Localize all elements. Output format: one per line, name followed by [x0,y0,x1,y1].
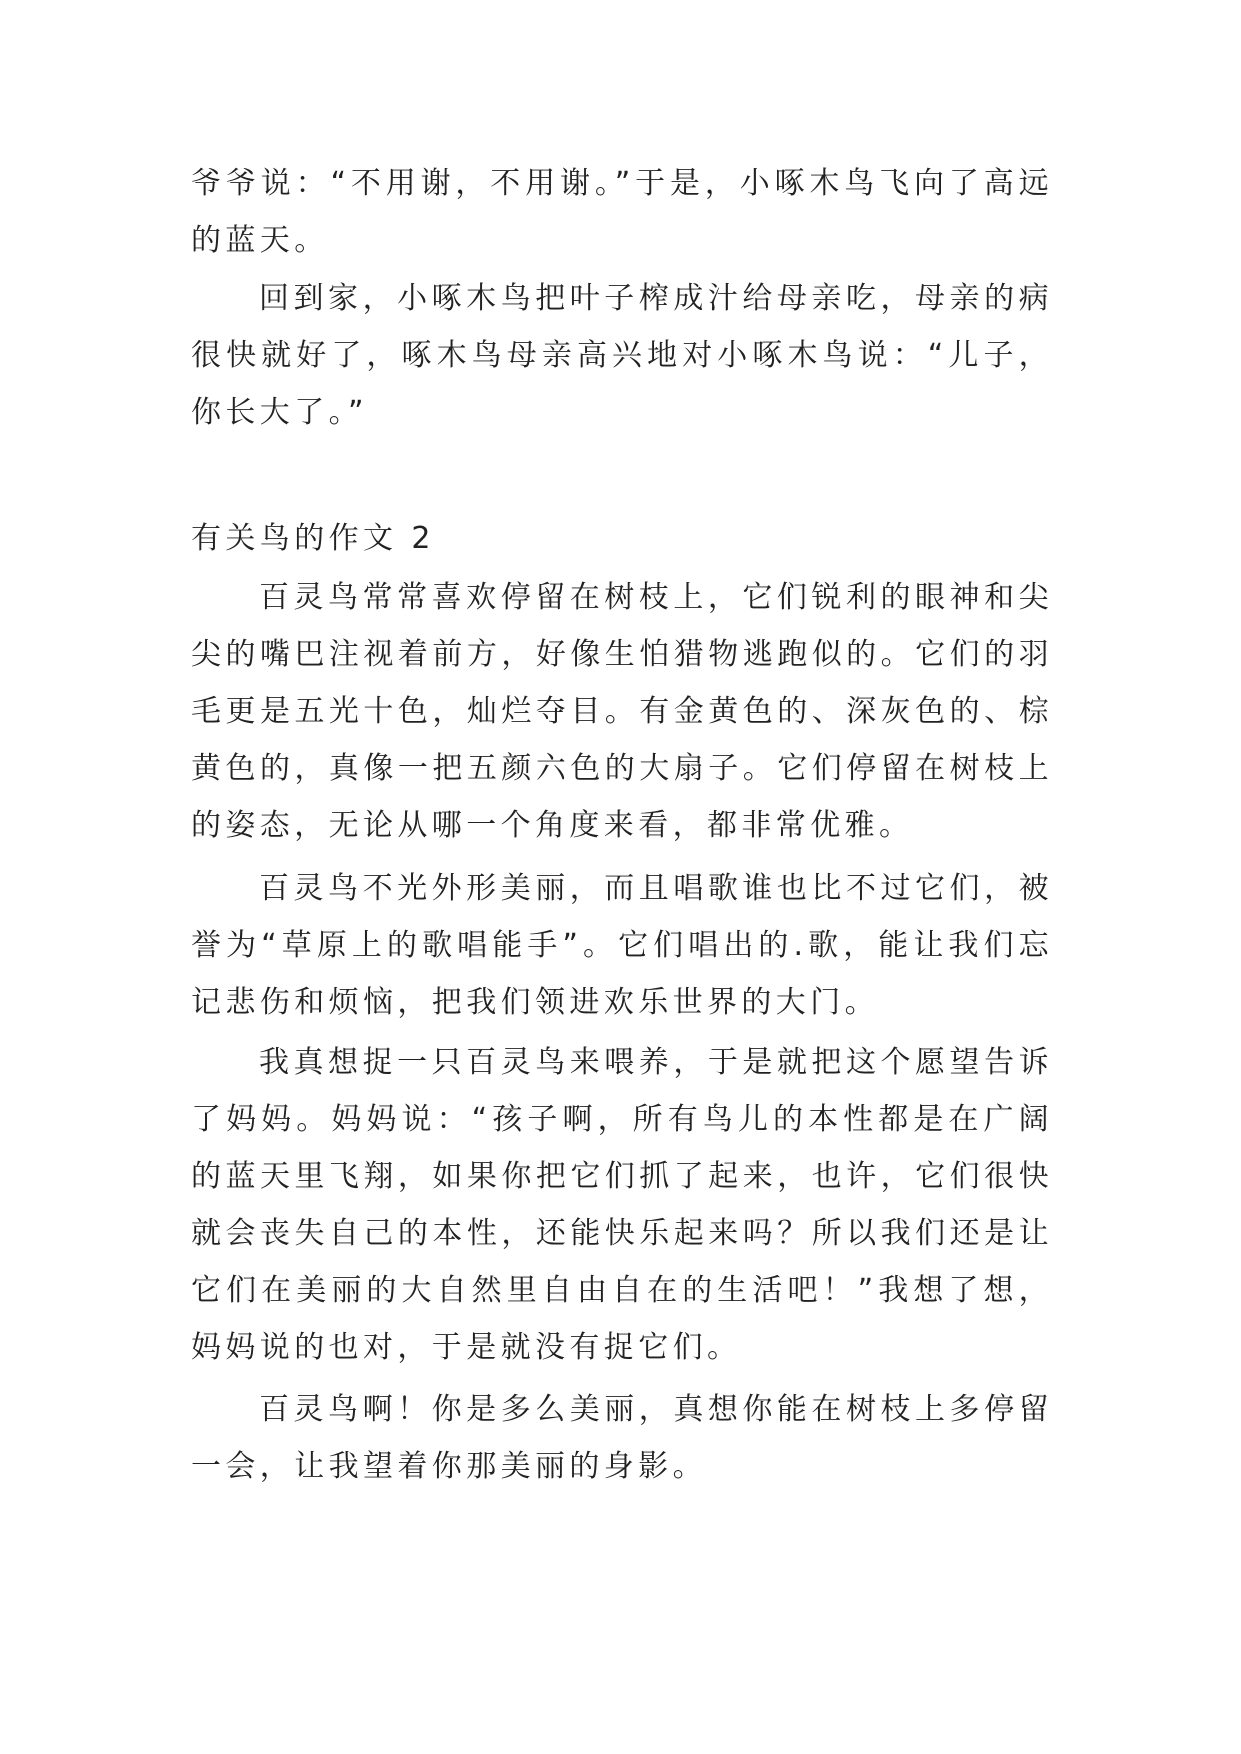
paragraph: 百灵鸟不光外形美丽，而且唱歌谁也比不过它们，被誉为“草原上的歌唱能手”。它们唱出的.歌，能让我们忘记悲伤和烦恼，把我们领进欢乐世界的大门。 [191,871,1053,1020]
paragraph: 我真想捉一只百灵鸟来喂养，于是就把这个愿望告诉了妈妈。妈妈说：“孩子啊，所有鸟儿的本性都是在广阔的蓝天里飞翔，如果你把它们抓了起来，也许，它们很快就会丧失自己的本性，还能快乐起来吗？所以我们还是让它们在美丽的大自然里自由自在的生活吧！”我想了想，妈妈说的也对，于是就没有捉它们。 [191,1045,1053,1365]
paragraph: 回到家，小啄木鸟把叶子榨成汁给母亲吃，母亲的病很快就好了，啄木鸟母亲高兴地对小啄木鸟说：“儿子，你长大了。” [191,281,1053,430]
paragraph: 爷爷说：“不用谢，不用谢。”于是，小啄木鸟飞向了高远的蓝天。 [191,166,1053,258]
paragraph: 百灵鸟常常喜欢停留在树枝上，它们锐利的眼神和尖尖的嘴巴注视着前方，好像生怕猎物逃跑似的。它们的羽毛更是五光十色，灿烂夺目。有金黄色的、深灰色的、棕黄色的，真像一把五颜六色的大扇子。它们停留在树枝上的姿态，无论从哪一个角度来看，都非常优雅。 [191,580,1053,843]
paragraph: 百灵鸟啊！你是多么美丽，真想你能在树枝上多停留一会，让我望着你那美丽的身影。 [191,1392,1053,1484]
section-heading: 有关鸟的作文 2 [191,521,435,556]
